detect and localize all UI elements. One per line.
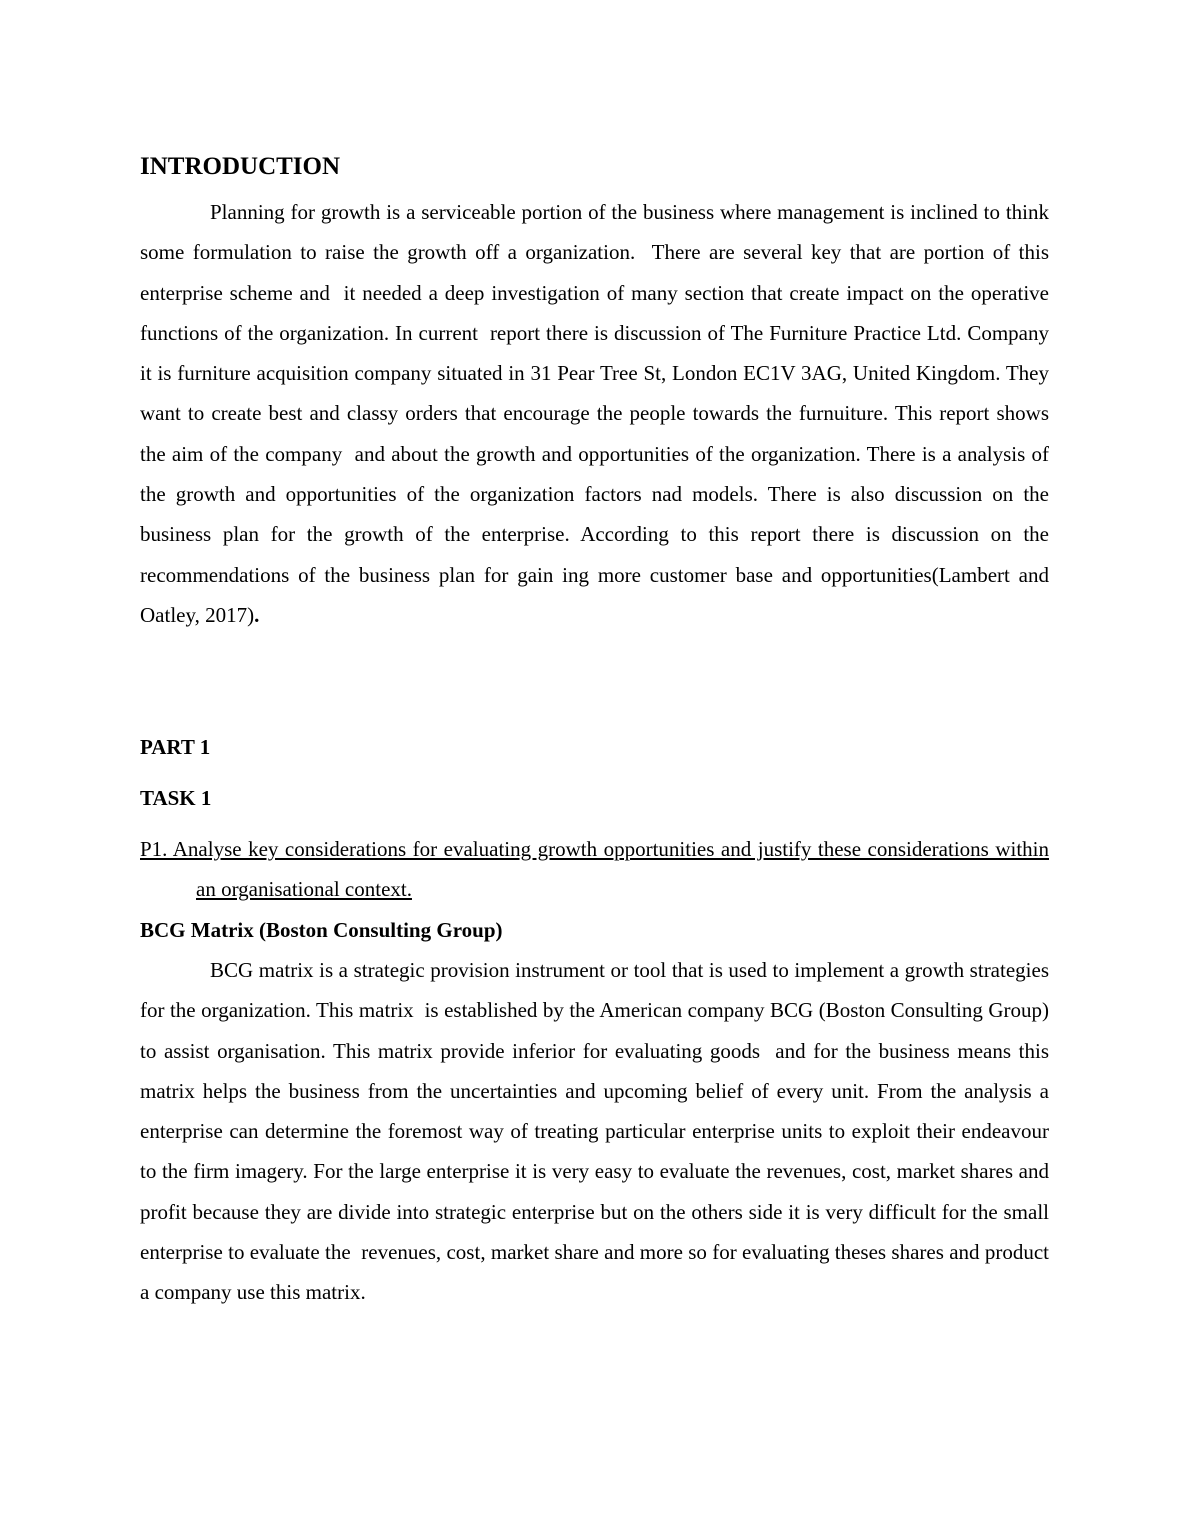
- bcg-paragraph: BCG matrix is a strategic provision instrument or tool that is used to implement a growth strategies for the organization. This matrix is established by the American company BCG (Boston Consulting Group) to assist organisation. This matrix provide inferior for evaluating goods and for the business means this matrix helps the business from the uncertainties and upcoming belief of every unit. From the analysis a enterprise can determine the foremost way of treating particular enterprise units to exploit their endeavour to the firm imagery. For the large enterprise it is very easy to evaluate the revenues, cost, market shares and profit because they are divide into strategic enterprise but on the others side it is very difficult for the small enterprise to evaluate the revenues, cost, market share and more so for evaluating theses shares and product a company use this matrix.: [140, 958, 1055, 1305]
- bcg-heading: BCG Matrix (Boston Consulting Group): [140, 918, 503, 942]
- part-heading: PART 1: [140, 735, 211, 759]
- task-heading: TASK 1: [140, 786, 212, 810]
- introduction-end-mark: .: [254, 602, 260, 627]
- task-objective: P1. Analyse key considerations for evaluating growth opportunities and justify these considerations within an organisational context.: [140, 837, 1049, 902]
- introduction-paragraph: [140, 192, 1060, 635]
- introduction-text: Planning for growth is a serviceable portion of the business where management is inclined to think some formulation to raise the growth off a organization. There are several key that are portion of this enterprise scheme and it needed a deep investigation of many section that create impact on the operative functions of the organization. In current report there is discussion of The Furniture Practice Ltd. Company it is furniture acquisition company situated in 31 Pear Tree St, London EC1V 3AG, United Kingdom. They want to create best and classy orders that encourage the people towards the furnuiture. This report shows the aim of the company and about the growth and opportunities of the organization. There is a analysis of the growth and opportunities of the organization factors nad models. There is also discussion on the business plan for the growth of the enterprise. According to this report there is discussion on the recommendations of the business plan for gain ing more customer base and opportunities(Lambert and Oatley, 2017): [140, 200, 1060, 627]
- introduction-heading: INTRODUCTION: [140, 153, 341, 180]
